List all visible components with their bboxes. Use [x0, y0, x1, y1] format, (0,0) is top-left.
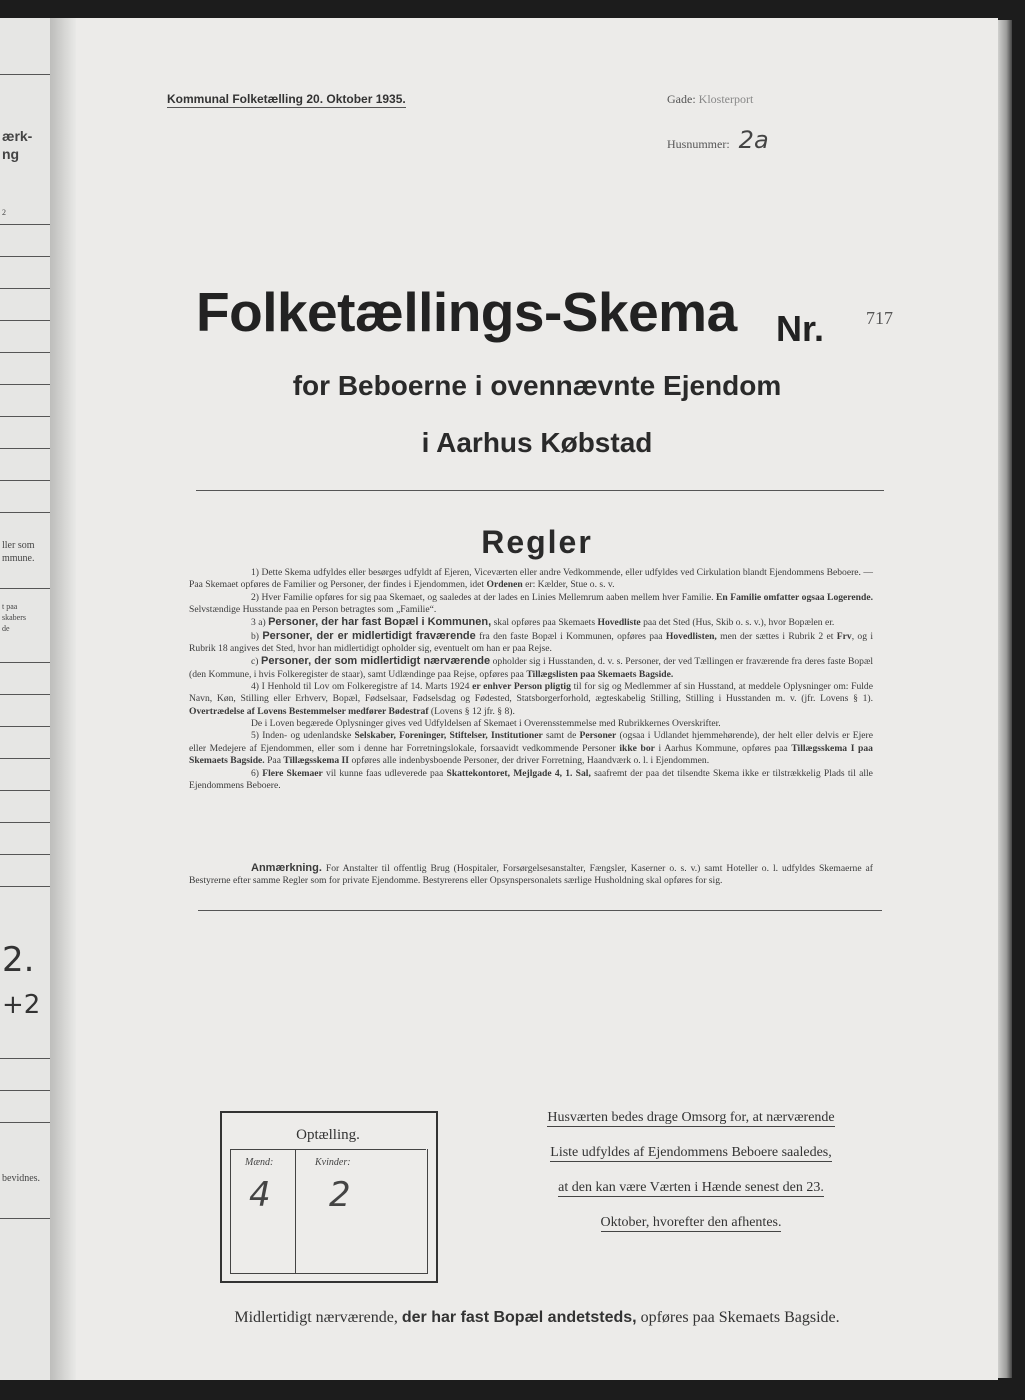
ruled-line [0, 352, 50, 353]
footer-end: opføres paa Skemaets Bagside. [640, 1309, 840, 1326]
ruled-line [0, 224, 50, 225]
left-fragment: de [2, 624, 10, 633]
left-fragment: 2. [2, 940, 35, 980]
left-fragment: skabers [2, 613, 26, 622]
ruled-line [0, 854, 50, 855]
men-label: Mænd: [245, 1157, 274, 1168]
women-count: 2 [329, 1175, 351, 1215]
ruled-line [0, 512, 50, 513]
ruled-line [0, 1122, 50, 1123]
count-box-title: Optælling. [230, 1121, 426, 1150]
count-box [220, 1111, 438, 1283]
landlord-note-line: at den kan være Værten i Hænde senest den 23. [558, 1180, 824, 1195]
ruled-line [0, 726, 50, 727]
census-header: Kommunal Folketælling 20. Oktober 1935. [167, 92, 406, 106]
form-title: Folketællings-Skema [196, 281, 737, 343]
note-text [189, 862, 873, 888]
ruled-line [0, 384, 50, 385]
left-fragment: 2 [2, 208, 6, 217]
divider [196, 490, 884, 491]
ruled-line [0, 74, 50, 75]
landlord-note [513, 1110, 869, 1250]
left-fragment: bevidnes. [2, 1173, 41, 1184]
ruled-line [0, 886, 50, 887]
form-nr-value: 717 [866, 308, 893, 328]
rule-5: 5) Inden- og udenlandske Selskaber, Foreninger, Stiftelser, Institutioner samt de Personer (ogsaa i Udlandet hjemmehørende), der helt eller delvis er Ejere eller Medejere af Ejendommen, eller som i denne har Forretningslokale, forsaavidt vedkommende Personer ikke bor i Aarhus Kommune, opføres paa Tillægsskema I paa Skemaets Bagside. Paa Tillægsskema II opføres alle indenbysboende Personer, der driver Forretning, Haandværk o. l. i Ejendommen. [189, 730, 873, 767]
rule-3b: b) Personer, der er midlertidigt fraværende fra den faste Bopæl i Kommunen, opføres paa Hovedlisten, men der sættes i Rubrik 2 et Frv, og i Rubrik 18 angives det Sted, hvor han midlertidigt opholder sig, eventuelt om han er paa Rejse. [189, 629, 874, 655]
landlord-note-line: Liste udfyldes af Ejendommens Beboere saaledes, [550, 1145, 832, 1160]
ruled-line [0, 1090, 50, 1091]
ruled-line [0, 790, 50, 791]
left-fragment: +2 [2, 990, 41, 1020]
page-edge [998, 20, 1012, 1378]
left-fragment: ng [2, 146, 20, 162]
street-label: Gade: [667, 92, 696, 106]
form-subtitle: for Beboerne i ovennævnte Ejendom [292, 370, 782, 401]
divider [198, 910, 882, 911]
form-nr-label: Nr. [776, 308, 825, 349]
women-label: Kvinder: [315, 1157, 351, 1168]
footer-note [76, 1309, 998, 1327]
count-box-grid [230, 1149, 428, 1274]
ruled-line [0, 694, 50, 695]
ruled-line [0, 1058, 50, 1059]
left-fragment: t paa [2, 602, 18, 611]
house-number-label: Husnummer: [667, 137, 730, 151]
ruled-line [0, 822, 50, 823]
rules-heading: Regler [481, 524, 593, 560]
left-page-strip [0, 18, 50, 1380]
rule-3c: c) Personer, der som midlertidigt nærværende opholder sig i Husstanden, d. v. s. Personer, der ved Tællingen er fraværende fra deres faste Bopæl (den Kommune, i hvis Folkeregister de staar), samt Udlændinge paa Rejse, opføres paa Tillægslisten paa Skemaets Bagside. [189, 655, 874, 680]
ruled-line [0, 320, 50, 321]
house-number-value: 2a [738, 126, 769, 154]
ruled-line [0, 448, 50, 449]
ruled-line [0, 256, 50, 257]
street-value: Klosterport [698, 92, 754, 106]
form-subtitle-city: i Aarhus Købstad [421, 427, 653, 458]
ruled-line [0, 1218, 50, 1219]
rule-4b: De i Loven begærede Oplysninger gives ved Udfyldelsen af Skemaet i Overensstemmelse med Rubrikkernes Overskrifter. [251, 718, 721, 730]
street-line [667, 92, 753, 107]
rule-4: 4) I Henhold til Lov om Folkeregistre af 14. Marts 1924 er enhver Person pligtig til for sig og Medlemmer af sin Husstand, at meddele Oplysninger om: Fulde Navn, Køn, Stilling eller Erhverv, Bopæl, Fødselsaar, Fødselsdag og Fødested, Statsborgerforhold, ægteskabelig Stilling, Stilling i Husstanden m. v. (jfr. Lovens § 1). Overtrædelse af Lovens Bestemmelser medfører Bødestraf (Lovens § 12 jfr. § 8). [189, 681, 873, 717]
rule-3a: 3 a) Personer, der har fast Bopæl i Kommunen, skal opføres paa Skemaets Hovedliste paa det Sted (Hus, Skib o. s. v.), hvor Bopælen er. [251, 616, 835, 629]
left-fragment: mmune. [2, 553, 35, 564]
note-lead: Anmærkning. [251, 862, 322, 874]
rules-text [189, 567, 873, 792]
ruled-line [0, 480, 50, 481]
landlord-note-line: Oktober, hvorefter den afhentes. [600, 1215, 782, 1230]
ruled-line [0, 288, 50, 289]
rule-6: 6) Flere Skemaer vil kunne faas udleverede paa Skattekontoret, Mejlgade 4, 1. Sal, saafremt der paa det tilsendte Skema ikke er tilstrækkelig Plads til alle Ejendommens Beboere. [189, 767, 873, 791]
footer-start: Midlertidigt nærværende, [234, 1309, 398, 1326]
men-count: 4 [249, 1175, 271, 1215]
footer-bold: der har fast Bopæl andetsteds, [401, 1309, 637, 1326]
left-fragment: ller som [2, 540, 35, 551]
rule-2: 2) Hver Familie opføres for sig paa Skemaet, og saaledes at der lades en Linies Mellemrum aaben mellem hver Familie. En Familie omfatter ogsaa Logerende. Selvstændige Husstande paa en Person betragtes som „Familie“. [189, 591, 873, 616]
note-body: For Anstalter til offentlig Brug (Hospitaler, Forsørgelsesanstalter, Fængsler, Kaserner o. s. v.) samt Hoteller o. l. udfyldes Skemaerne af Bestyrerne efter samme Regler som for private Ejendomme. Bestyrerens eller Opsynspersonalets særlige Husholdning skal opføres for sig. [189, 863, 873, 887]
ruled-line [0, 588, 50, 589]
column-divider [295, 1149, 296, 1273]
page-gutter [50, 18, 76, 1380]
landlord-note-line: Husværten bedes drage Omsorg for, at nærværende [547, 1110, 835, 1125]
ruled-line [0, 662, 50, 663]
ruled-line [0, 416, 50, 417]
rule-1: 1) Dette Skema udfyldes eller besørges udfyldt af Ejeren, Viceværten eller andre Vedkommende, eller udfyldes ved Cirkulation blandt Ejendommens Beboere. — Paa Skemaet opføres de Familier og Personer, der findes i Ejendommen, idet Ordenen er: Kælder, Stue o. s. v. [189, 567, 873, 591]
house-number-line [667, 126, 769, 154]
ruled-line [0, 758, 50, 759]
left-fragment: ærk- [2, 128, 33, 144]
census-form-page [76, 18, 998, 1380]
